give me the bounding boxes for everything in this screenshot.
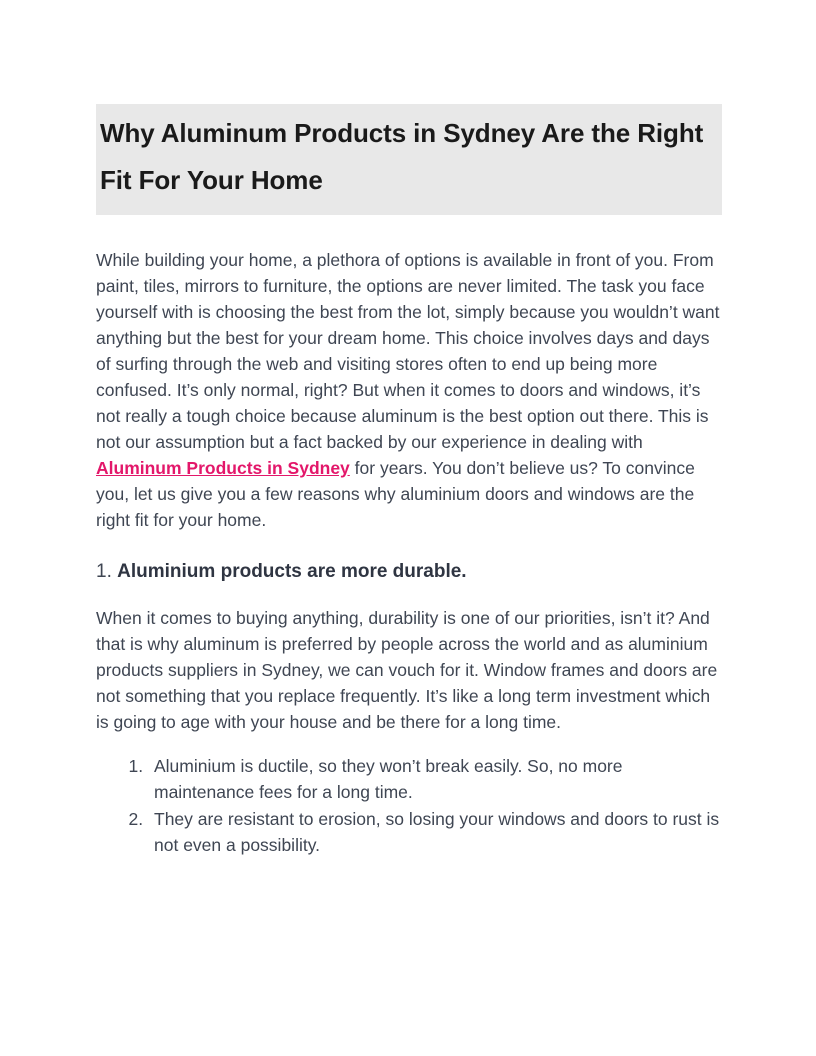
aluminum-products-link[interactable]: Aluminum Products in Sydney bbox=[96, 457, 350, 478]
intro-paragraph bbox=[96, 247, 722, 533]
intro-text-after-link: for years. You don’t believe us? To convince you, let us give you a few reasons why aluminium doors and windows are the right fit for your home. bbox=[96, 457, 695, 530]
list-item: 2. They are resistant to erosion, so losing your windows and doors to rust is not even a possibility. bbox=[148, 806, 722, 858]
section-1-number: 1. bbox=[96, 560, 112, 582]
intro-text-before-link: While building your home, a plethora of options is available in front of you. From paint, tiles, mirrors to furniture, the options are never limited. The task you face yourself with is choosing the best from the lot, simply because you wouldn’t want anything but the best for your dream home. This choice involves days and days of surfing through the web and visiting stores often to end up being more confused. It’s only normal, right? But when it comes to doors and windows, it’s not really a tough choice because aluminum is the best option out there. This is not our assumption but a fact backed by our experience in dealing with bbox=[96, 249, 720, 452]
section-1-list bbox=[96, 753, 722, 858]
section-1-body: When it comes to buying anything, durability is one of our priorities, isn’t it? And that is why aluminum is preferred by people across the world and as aluminium products suppliers in Sydney, we can vouch for it. Window frames and doors are not something that you replace frequently. It’s like a long term investment which is going to age with your house and be there for a long time. bbox=[96, 607, 718, 732]
section-1-heading bbox=[96, 559, 722, 585]
list-item: 1. Aluminium is ductile, so they won’t break easily. So, no more maintenance fees for a long time. bbox=[148, 753, 722, 805]
section-1-heading-text: Aluminium products are more durable. bbox=[117, 560, 467, 582]
page-title: Why Aluminum Products in Sydney Are the Right Fit For Your Home bbox=[96, 104, 722, 215]
document-content bbox=[96, 104, 722, 859]
